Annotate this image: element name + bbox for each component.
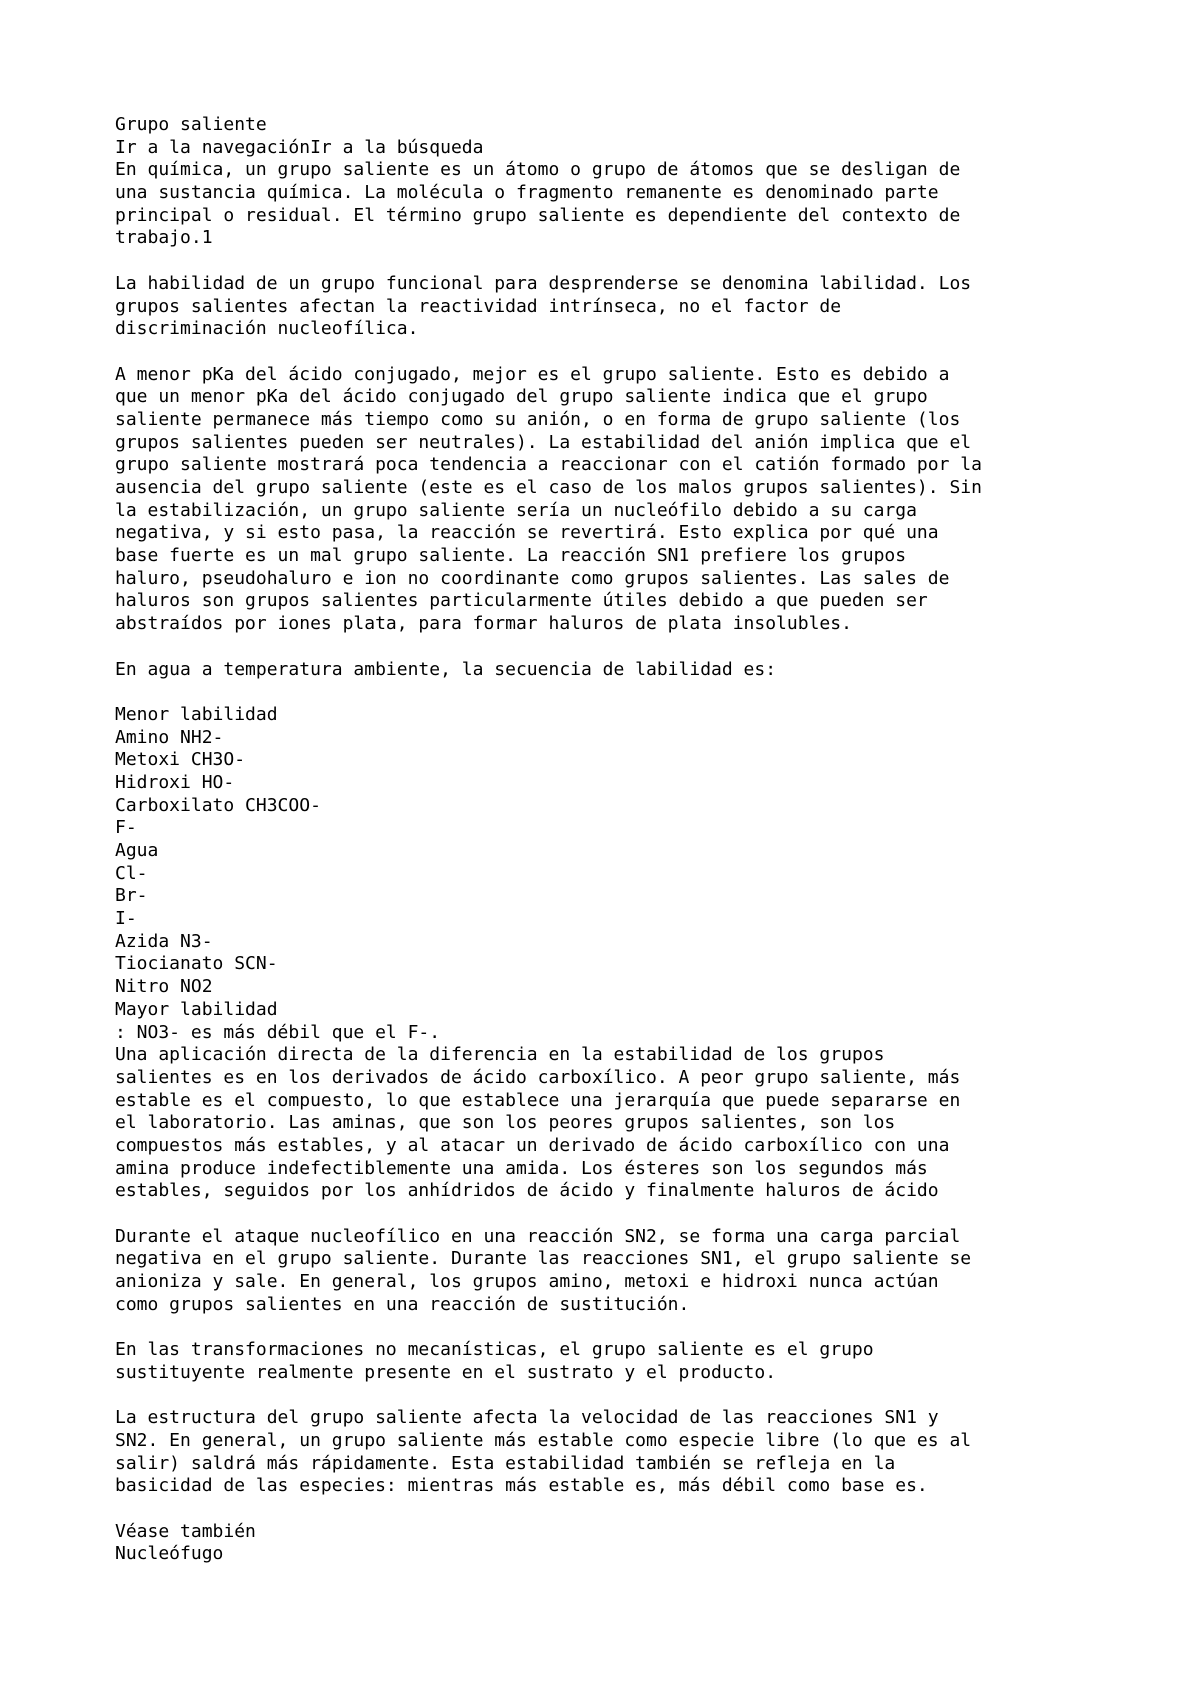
text-line: estable es el compuesto, lo que establece una jerarquía que puede separarse en [115, 1089, 961, 1111]
paragraph-spacer [115, 250, 1115, 273]
text-line: negativa en el grupo saliente. Durante las reacciones SN1, el grupo saliente se [115, 1248, 972, 1270]
text-line: como grupos salientes en una reacción de sustitución. [115, 1293, 690, 1315]
text-line: que un menor pKa del ácido conjugado del grupo saliente indica que el grupo [115, 386, 928, 408]
paragraph [115, 1407, 1115, 1498]
text-line: F- [115, 817, 137, 839]
paragraph [115, 273, 1115, 341]
text-line: la estabilización, un grupo saliente sería un nucleófilo debido a su carga [115, 499, 917, 521]
text-line: haluro, pseudohaluro e ion no coordinante como grupos salientes. Las sales de [115, 567, 950, 589]
text-line: salientes es en los derivados de ácido carboxílico. A peor grupo saliente, más [115, 1066, 961, 1088]
paragraph-spacer [115, 1316, 1115, 1339]
text-line: Una aplicación directa de la diferencia en la estabilidad de los grupos [115, 1044, 885, 1066]
text-line: : NO3- es más débil que el F-. [115, 1021, 441, 1043]
text-line: estables, seguidos por los anhídridos de ácido y finalmente haluros de ácido [115, 1180, 939, 1202]
paragraph [115, 159, 1115, 250]
text-line: Nucleófugo [115, 1543, 224, 1565]
document-page [115, 114, 1115, 1566]
page-title: Grupo saliente [115, 114, 267, 135]
text-line: Hidroxi HO- [115, 771, 235, 793]
text-line: Cl- [115, 862, 148, 884]
text-line: grupo saliente mostrará poca tendencia a reaccionar con el catión formado por la [115, 454, 982, 476]
text-line: Azida N3- [115, 930, 213, 952]
text-line: saliente permanece más tiempo como su anión, o en forma de grupo saliente (los [115, 408, 961, 430]
text-line: salir) saldrá más rápidamente. Esta estabilidad también se refleja en la [115, 1452, 896, 1474]
paragraph [115, 659, 1115, 682]
text-line: Amino NH2- [115, 726, 224, 748]
paragraph-spacer [115, 1498, 1115, 1521]
text-line: Br- [115, 885, 148, 907]
paragraph [115, 364, 1115, 636]
text-line: Tiocianato SCN- [115, 953, 278, 975]
text-line: I- [115, 908, 137, 930]
text-line: haluros son grupos salientes particularmente útiles debido a que pueden ser [115, 590, 928, 612]
text-line: ausencia del grupo saliente (este es el caso de los malos grupos salientes). Sin [115, 477, 982, 498]
text-line: basicidad de las especies: mientras más estable es, más débil como base es. [115, 1475, 928, 1497]
text-line: SN2. En general, un grupo saliente más estable como especie libre (lo que es al [115, 1429, 972, 1451]
text-line: abstraídos por iones plata, para formar haluros de plata insolubles. [115, 613, 852, 635]
text-line: amina produce indefectiblemente una amida. Los ésteres son los segundos más [115, 1157, 928, 1179]
paragraph-spacer [115, 636, 1115, 659]
paragraph-spacer [115, 341, 1115, 364]
text-line: En agua a temperatura ambiente, la secuencia de labilidad es: [115, 658, 777, 680]
navigation-links[interactable]: Ir a la navegaciónIr a la búsqueda [115, 136, 484, 158]
text-line: La estructura del grupo saliente afecta la velocidad de las reacciones SN1 y [115, 1407, 939, 1429]
text-line: Mayor labilidad [115, 998, 278, 1020]
text-line: compuestos más estables, y al atacar un derivado de ácido carboxílico con una [115, 1134, 950, 1156]
text-line: Agua [115, 840, 159, 861]
text-line: Carboxilato CH3COO- [115, 794, 321, 816]
text-line: negativa, y si esto pasa, la reacción se revertirá. Esto explica por qué una [115, 522, 939, 544]
text-line: grupos salientes pueden ser neutrales). La estabilidad del anión implica que el [115, 431, 972, 453]
text-line: trabajo.1 [115, 227, 213, 249]
text-line: discriminación nucleofílica. [115, 318, 419, 340]
paragraph-spacer [115, 1203, 1115, 1226]
text-line: La habilidad de un grupo funcional para desprenderse se denomina labilidad. Los [115, 272, 972, 294]
paragraph [115, 1226, 1115, 1317]
paragraph-spacer [115, 1385, 1115, 1408]
text-line: Menor labilidad [115, 703, 278, 725]
text-line: A menor pKa del ácido conjugado, mejor es el grupo saliente. Esto es debido a [115, 363, 950, 385]
paragraph [115, 704, 1115, 1203]
text-line: principal o residual. El término grupo saliente es dependiente del contexto de [115, 204, 961, 226]
text-line: una sustancia química. La molécula o fragmento remanente es denominado parte [115, 182, 939, 204]
document-body [115, 159, 1115, 1566]
text-line: base fuerte es un mal grupo saliente. La reacción SN1 prefiere los grupos [115, 545, 907, 567]
text-line: Durante el ataque nucleofílico en una reacción SN2, se forma una carga parcial [115, 1225, 961, 1247]
text-line: Nitro NO2 [115, 976, 213, 998]
paragraph-spacer [115, 681, 1115, 704]
text-line: En las transformaciones no mecanísticas, el grupo saliente es el grupo [115, 1339, 874, 1361]
text-line: grupos salientes afectan la reactividad intrínseca, no el factor de [115, 295, 842, 317]
paragraph [115, 1521, 1115, 1566]
paragraph [115, 1339, 1115, 1384]
text-line: sustituyente realmente presente en el sustrato y el producto. [115, 1361, 777, 1383]
text-line: Metoxi CH3O- [115, 749, 246, 771]
text-line: En química, un grupo saliente es un átomo o grupo de átomos que se desligan de [115, 159, 961, 181]
text-line: Véase también [115, 1520, 256, 1542]
text-line: el laboratorio. Las aminas, que son los peores grupos salientes, son los [115, 1112, 896, 1134]
text-line: anioniza y sale. En general, los grupos amino, metoxi e hidroxi nunca actúan [115, 1271, 939, 1293]
